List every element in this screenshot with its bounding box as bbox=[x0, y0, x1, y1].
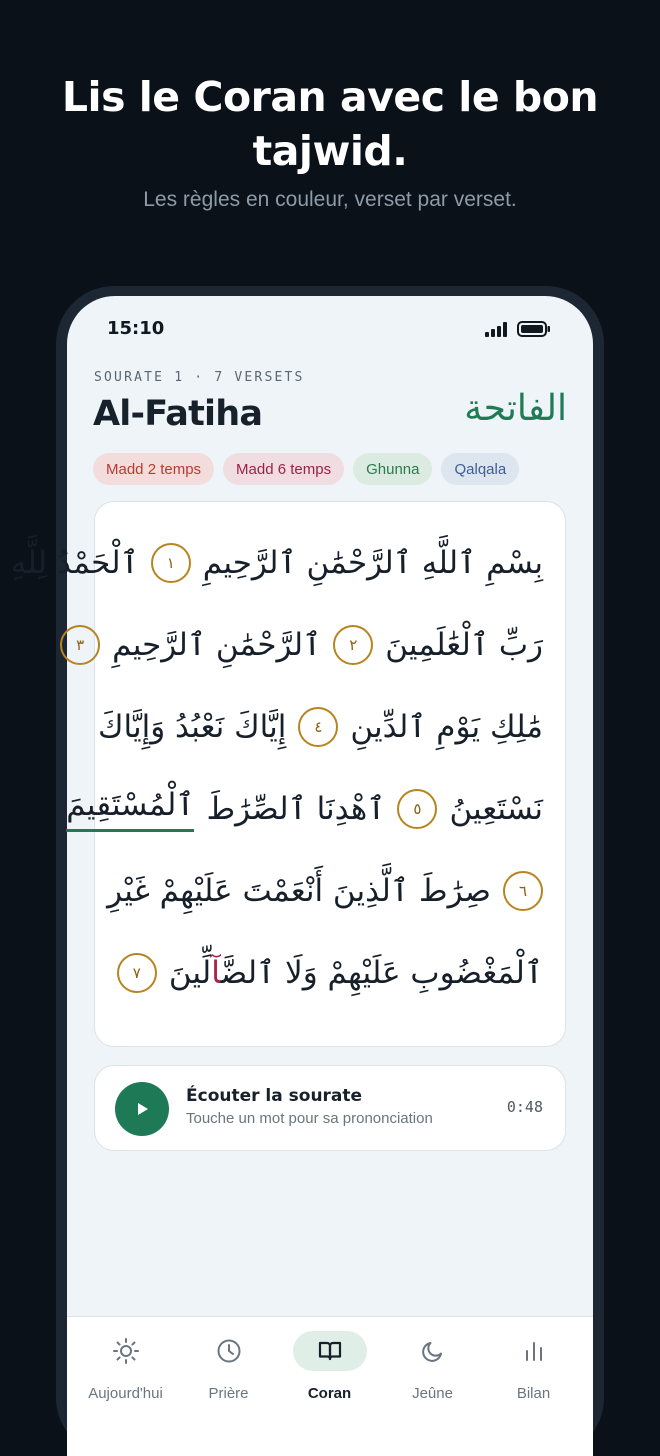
promo-headline bbox=[0, 70, 660, 178]
tab-prayer[interactable] bbox=[176, 1327, 281, 1407]
tab-today[interactable] bbox=[73, 1327, 178, 1407]
bars-icon bbox=[521, 1338, 547, 1364]
play-button[interactable] bbox=[115, 1082, 169, 1136]
tab-label: Coran bbox=[307, 1385, 352, 1402]
audio-player bbox=[94, 1065, 566, 1151]
verse-text[interactable]: صِرَٰطَ ٱلَّذِينَ أَنْعَمْتَ عَلَيْهِمْ غَيْرِ bbox=[107, 873, 491, 909]
verse-text[interactable]: ٱهْدِنَا ٱلصِّرَٰطَ bbox=[206, 791, 386, 827]
verse-text-part: لِّينَ bbox=[168, 955, 212, 991]
clock-icon bbox=[216, 1338, 242, 1364]
verse-text[interactable]: نَسْتَعِينُ bbox=[449, 791, 543, 827]
verse-number: ٧ bbox=[117, 953, 157, 993]
tab-label: Bilan bbox=[516, 1385, 551, 1402]
verse-text[interactable]: إِيَّاكَ نَعْبُدُ وَإِيَّاكَ bbox=[97, 709, 287, 745]
signal-icon bbox=[485, 322, 509, 337]
verse-text[interactable] bbox=[169, 955, 543, 991]
verse-number: ٣ bbox=[60, 625, 100, 665]
book-icon bbox=[317, 1338, 343, 1364]
verse-number: ٤ bbox=[298, 707, 338, 747]
verse-text[interactable]: رَبِّ ٱلْعَٰلَمِينَ bbox=[385, 627, 543, 663]
chip-qalqala[interactable]: Qalqala bbox=[441, 453, 519, 485]
verse-text[interactable]: بِسْمِ ٱللَّهِ ٱلرَّحْمَٰنِ ٱلرَّحِيمِ bbox=[202, 545, 543, 581]
tab-bar bbox=[67, 1316, 593, 1456]
verse-line bbox=[97, 686, 543, 768]
player-subtitle: Touche un mot pour sa prononciation bbox=[186, 1110, 433, 1127]
tab-label: Prière bbox=[208, 1385, 249, 1402]
surah-title: Al-Fatiha bbox=[93, 394, 263, 434]
verse-number: ١ bbox=[151, 543, 191, 583]
tab-stats[interactable] bbox=[481, 1327, 586, 1407]
moon-icon bbox=[420, 1338, 446, 1364]
verse-number: ٥ bbox=[397, 789, 437, 829]
status-time: 15:10 bbox=[107, 318, 165, 339]
promo-headline-line1: Lis le Coran avec le bon bbox=[61, 73, 599, 121]
battery-icon bbox=[517, 321, 551, 337]
verse-number: ٦ bbox=[503, 871, 543, 911]
surah-title-arabic: الفاتحة bbox=[464, 388, 567, 429]
verse-text[interactable]: ٱلْحَمْدُ لِلَّهِ bbox=[10, 545, 139, 581]
verse-text[interactable]: مَٰلِكِ يَوْمِ ٱلدِّينِ bbox=[350, 709, 543, 745]
surah-kicker: SOURATE 1 · 7 VERSETS bbox=[94, 370, 305, 385]
promo-headline-line2: tajwid. bbox=[252, 127, 408, 175]
verse-text-part: ٱلْمَغْضُوبِ عَلَيْهِمْ وَلَا ٱلضَّ bbox=[220, 955, 543, 991]
tab-fasting[interactable] bbox=[380, 1327, 485, 1407]
verse-line bbox=[10, 522, 543, 604]
verse-word-selected[interactable]: ٱلْمُسْتَقِيمَ bbox=[66, 787, 194, 832]
verse-line bbox=[76, 604, 543, 686]
player-duration: 0:48 bbox=[506, 1098, 543, 1116]
verse-line bbox=[117, 932, 543, 1014]
promo-subhead: Les règles en couleur, verset par verset. bbox=[143, 188, 517, 211]
tab-label: Aujourd'hui bbox=[88, 1385, 163, 1402]
verse-text[interactable]: ٱلرَّحْمَٰنِ ٱلرَّحِيمِ bbox=[112, 627, 322, 663]
madd-highlight: آ bbox=[211, 955, 221, 991]
verse-number: ٢ bbox=[333, 625, 373, 665]
tajwid-legend bbox=[93, 453, 519, 485]
play-icon bbox=[134, 1101, 150, 1117]
player-title: Écouter la sourate bbox=[186, 1086, 363, 1106]
verse-line bbox=[107, 850, 543, 932]
status-icons bbox=[485, 321, 551, 337]
chip-ghunna[interactable]: Ghunna bbox=[353, 453, 432, 485]
sun-icon bbox=[113, 1338, 139, 1364]
chip-madd-6[interactable]: Madd 6 temps bbox=[223, 453, 344, 485]
tab-quran[interactable] bbox=[277, 1327, 382, 1407]
verse-line bbox=[66, 768, 543, 850]
verses-card bbox=[10, 501, 566, 1047]
tab-label: Jeûne bbox=[412, 1385, 453, 1402]
phone-screen bbox=[10, 296, 593, 1456]
chip-madd-2[interactable]: Madd 2 temps bbox=[93, 453, 214, 485]
